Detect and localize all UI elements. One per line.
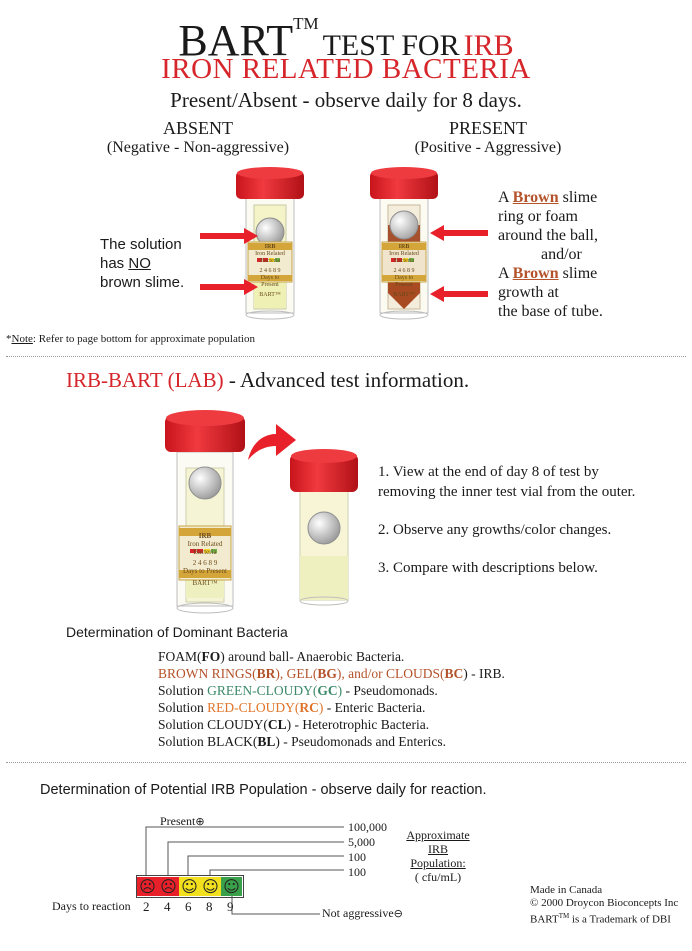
smile-icon: ☺ — [221, 877, 242, 896]
outer-vial-label-irb: IRB — [198, 532, 212, 540]
day-6: 6 — [185, 899, 192, 914]
minus-circle-icon: ⊖ — [393, 907, 403, 920]
green-cloudy-label: GREEN-CLOUDY( — [207, 683, 318, 698]
absent-arrow-top — [200, 233, 244, 239]
outer-vial-label-caption: Days to Present — [183, 567, 227, 575]
present-heading: PRESENT — [448, 118, 527, 138]
present-desc-a1: A — [498, 189, 513, 206]
trademark-tm: TM — [558, 912, 570, 920]
trademark-bart: BART — [530, 913, 559, 926]
neutral-icon: ☺ — [179, 877, 200, 896]
present-desc-slime1: slime — [558, 189, 598, 206]
note-asterisk: * — [6, 333, 12, 345]
present-vial-label-caption: Days to Present — [394, 275, 414, 288]
present-arrow-top-head — [430, 225, 444, 241]
foam-code: FO — [201, 649, 221, 664]
foam-label: FOAM( — [158, 649, 202, 664]
note-word: Note — [11, 333, 33, 345]
absent-subheading: (Negative - Non-aggressive) — [106, 139, 290, 156]
absent-heading: ABSENT — [162, 118, 233, 138]
present-desc-slime2: slime — [558, 265, 598, 282]
title-irb: IRB — [463, 29, 514, 62]
brown-rings-code: BR — [256, 666, 276, 681]
absent-vial-label-caption: Days to Present — [260, 275, 280, 288]
dominant-line-brown — [158, 665, 505, 682]
present-label: Present — [160, 814, 196, 828]
gel-label: ), GEL( — [275, 666, 318, 681]
green-cloudy-code: GC — [317, 683, 338, 698]
red-cloudy-code: RC — [299, 700, 319, 715]
population-note — [6, 333, 255, 345]
outer-vial-label-bart: BART™ — [192, 579, 218, 587]
title-test-for: TEST FOR — [322, 29, 460, 62]
absent-arrow-bottom-head — [244, 279, 258, 295]
absent-description — [100, 235, 184, 292]
copyright: © 2000 Droycon Bioconcepts Inc — [530, 897, 679, 909]
present-desc-line2: ring or foam — [498, 208, 578, 225]
absent-vial-label-irb: IRB — [264, 244, 276, 250]
outer-vial-label-days: 2 4 6 8 9 — [192, 559, 218, 567]
days-to-reaction-label: Days to reaction — [52, 899, 131, 913]
dominant-line-black — [158, 733, 505, 750]
step-1-line-2: removing the inner test vial from the outer. — [378, 484, 636, 500]
absent-desc-has: has — [100, 255, 129, 272]
irb-desc: ) - IRB. — [463, 666, 505, 681]
cloudy-label: Solution CLOUDY( — [158, 717, 268, 732]
step-3: 3. Compare with descriptions below. — [378, 560, 598, 576]
present-desc-a2: A — [498, 265, 513, 282]
present-desc-line5 — [498, 264, 603, 283]
absent-desc-no: NO — [128, 255, 151, 272]
population-value-3: 100 — [348, 850, 366, 864]
present-subheading: (Positive - Aggressive) — [414, 139, 562, 156]
present-desc-line1 — [498, 188, 603, 207]
present-vial-label-name: Iron Related Bacteria — [389, 251, 419, 264]
present-arrow-bottom-head — [430, 286, 444, 302]
present-desc-line7: the base of tube. — [498, 303, 603, 320]
present-vial-label-bart: BART™ — [393, 292, 415, 298]
dominant-line-foam — [158, 648, 505, 665]
day-8: 8 — [206, 899, 213, 914]
absent-desc-line1: The solution — [100, 236, 182, 253]
footer — [530, 884, 678, 927]
dominant-title: Determination of Dominant Bacteria — [66, 624, 288, 640]
enteric-desc: - Enteric Bacteria. — [323, 700, 426, 715]
green-solution-word: Solution — [158, 683, 208, 698]
red-solution-word: Solution — [158, 700, 208, 715]
section-divider-1 — [6, 356, 686, 357]
subtitle: IRON RELATED BACTERIA — [161, 53, 531, 85]
pseudomonads-enterics-desc: ) - Pseudomonads and Enterics. — [275, 734, 446, 749]
day-4: 4 — [164, 899, 171, 914]
dominant-line-green — [158, 682, 505, 699]
population-connector-lines — [136, 820, 376, 920]
clouds-code: BC — [444, 666, 464, 681]
present-desc-brown2: Brown — [512, 265, 559, 282]
red-cloudy-close: ) — [318, 700, 324, 715]
population-values — [348, 820, 387, 880]
absent-desc-line2 — [100, 254, 184, 273]
present-arrow-bottom — [444, 291, 488, 297]
trademark-text: is a Trademark of DBI — [569, 913, 671, 926]
advanced-steps — [378, 462, 635, 578]
neutral-icon: ☺ — [200, 877, 221, 896]
present-desc-andor: and/or — [541, 246, 582, 263]
day-9: 9 — [227, 899, 234, 914]
absent-arrow-bottom — [200, 284, 244, 290]
present-vial-label-irb: IRB — [398, 244, 410, 250]
absent-arrow-top-head — [244, 228, 258, 244]
present-desc-line6: growth at — [498, 284, 559, 301]
note-text: : Refer to page bottom for approximate population — [32, 333, 255, 345]
day-2: 2 — [143, 899, 150, 914]
approx-line-1: Approximate — [406, 828, 470, 842]
present-desc-brown1: Brown — [512, 189, 559, 206]
dominant-line-red — [158, 699, 505, 716]
dominant-list — [158, 648, 505, 750]
heterotrophic-desc: ) - Heterotrophic Bacteria. — [286, 717, 430, 732]
outer-vial-label-name: Iron Related Bacteria — [187, 540, 223, 556]
brown-rings-label: BROWN RINGS( — [158, 666, 257, 681]
black-label: Solution BLACK( — [158, 734, 258, 749]
present-desc-line3: around the ball, — [498, 227, 598, 244]
advanced-title — [66, 368, 469, 393]
advanced-title-rest: - Advanced test information. — [223, 368, 470, 392]
present-arrow-top — [444, 230, 488, 236]
absent-vial-label-bart: BART™ — [259, 292, 281, 298]
present-description — [498, 188, 603, 321]
step-2: 2. Observe any growths/color changes. — [378, 522, 612, 538]
absent-desc-line3: brown slime. — [100, 274, 185, 291]
population-title: Determination of Potential IRB Population - observe daily for reaction. — [40, 782, 487, 798]
clouds-label: ), and/or CLOUDS( — [336, 666, 445, 681]
title-bart: BART — [178, 16, 294, 65]
dominant-line-cloudy — [158, 716, 505, 733]
approx-line-2: IRB Population: — [410, 842, 466, 870]
frown-icon: ☹ — [158, 877, 179, 896]
absent-vial-label-days: 2 4 6 8 9 — [259, 268, 281, 274]
red-cloudy-label: RED-CLOUDY( — [207, 700, 300, 715]
frown-icon: ☹ — [137, 877, 158, 896]
population-value-1: 100,000 — [348, 820, 387, 834]
approx-line-3: ( cfu/mL) — [414, 870, 462, 884]
instruction: Present/Absent - observe daily for 8 days. — [170, 88, 522, 112]
present-vial-label-days: 2 4 6 8 9 — [393, 268, 415, 274]
trademark-line — [530, 910, 678, 927]
pseudomonads-desc: - Pseudomonads. — [342, 683, 438, 698]
section-divider-2 — [6, 762, 686, 763]
population-value-2: 5,000 — [348, 835, 375, 849]
not-aggressive-group — [322, 906, 403, 921]
step-1-line-1: 1. View at the end of day 8 of test by — [378, 464, 599, 480]
title-tm: TM — [293, 14, 319, 33]
made-in-canada: Made in Canada — [530, 884, 603, 896]
not-aggressive-label: Not aggressive — [322, 906, 394, 920]
absent-vial-label-name: Iron Related Bacteria — [255, 251, 285, 264]
cloudy-code: CL — [267, 717, 287, 732]
approx-population-legend — [400, 828, 476, 884]
green-cloudy-close: ) — [337, 683, 343, 698]
plus-circle-icon: ⊕ — [195, 815, 205, 828]
inner-vial-illustration — [286, 446, 362, 610]
population-value-4: 100 — [348, 865, 366, 879]
advanced-title-red: IRB-BART (LAB) — [66, 368, 224, 392]
gel-code: BG — [317, 666, 337, 681]
foam-desc: ) around ball- Anaerobic Bacteria. — [220, 649, 405, 664]
black-code: BL — [257, 734, 276, 749]
